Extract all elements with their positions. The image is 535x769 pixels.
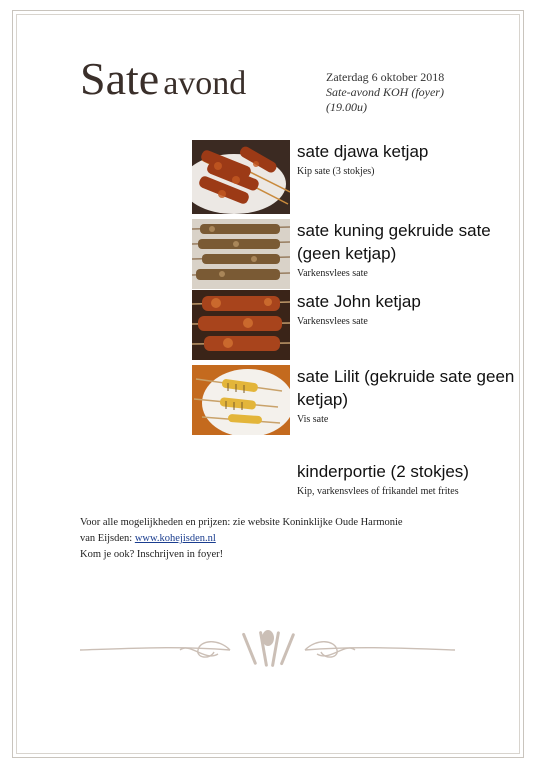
menu-item-name: sate djawa ketjap xyxy=(297,142,429,161)
cutlery-ornament xyxy=(80,628,455,677)
footer-line-2 xyxy=(80,531,480,547)
food-photo-pork-sate xyxy=(192,219,290,289)
menu-item-name: kinderportie (2 stokjes) xyxy=(297,462,469,481)
website-link[interactable]: www.kohejisden.nl xyxy=(134,533,216,544)
footer-text xyxy=(80,515,480,563)
menu-item-name: sate John ketjap xyxy=(297,292,421,311)
event-date: Zaterdag 6 oktober 2018 xyxy=(326,70,445,84)
menu-item-text xyxy=(297,365,517,427)
title-rest: avond xyxy=(163,65,247,102)
footer-line-3: Kom je ook? Inschrijven in foyer! xyxy=(80,549,224,560)
event-time: (19.00u) xyxy=(326,100,367,114)
menu-item-text xyxy=(297,140,517,179)
menu-item-text xyxy=(297,460,527,499)
menu-item-name: sate kuning gekruide sate (geen ketjap) xyxy=(297,221,491,263)
footer-line-2-prefix: van Eijsden: xyxy=(80,533,135,544)
menu-item-desc: Varkensvlees sate xyxy=(297,268,368,279)
menu-item-desc: Kip, varkensvlees of frikandel met frites xyxy=(297,486,459,497)
title-main: Sate xyxy=(80,53,160,104)
food-photo-john-sate xyxy=(192,290,290,360)
event-location: Sate-avond KOH (foyer) xyxy=(326,85,444,99)
page-title xyxy=(80,52,246,105)
menu-item-name: sate Lilit (gekruide sate geen ketjap) xyxy=(297,367,515,409)
menu-item-desc: Vis sate xyxy=(297,414,329,425)
food-photo-fish-sate xyxy=(192,365,290,435)
event-info xyxy=(326,70,496,115)
menu-item-desc: Kip sate (3 stokjes) xyxy=(297,166,375,177)
food-photo-chicken-sate xyxy=(192,140,290,214)
footer-line-1: Voor alle mogelijkheden en prijzen: zie website Koninklijke Oude Harmonie xyxy=(80,517,403,528)
menu-item-text xyxy=(297,219,517,281)
menu-item-desc: Varkensvlees sate xyxy=(297,316,368,327)
menu-item-text xyxy=(297,290,517,329)
